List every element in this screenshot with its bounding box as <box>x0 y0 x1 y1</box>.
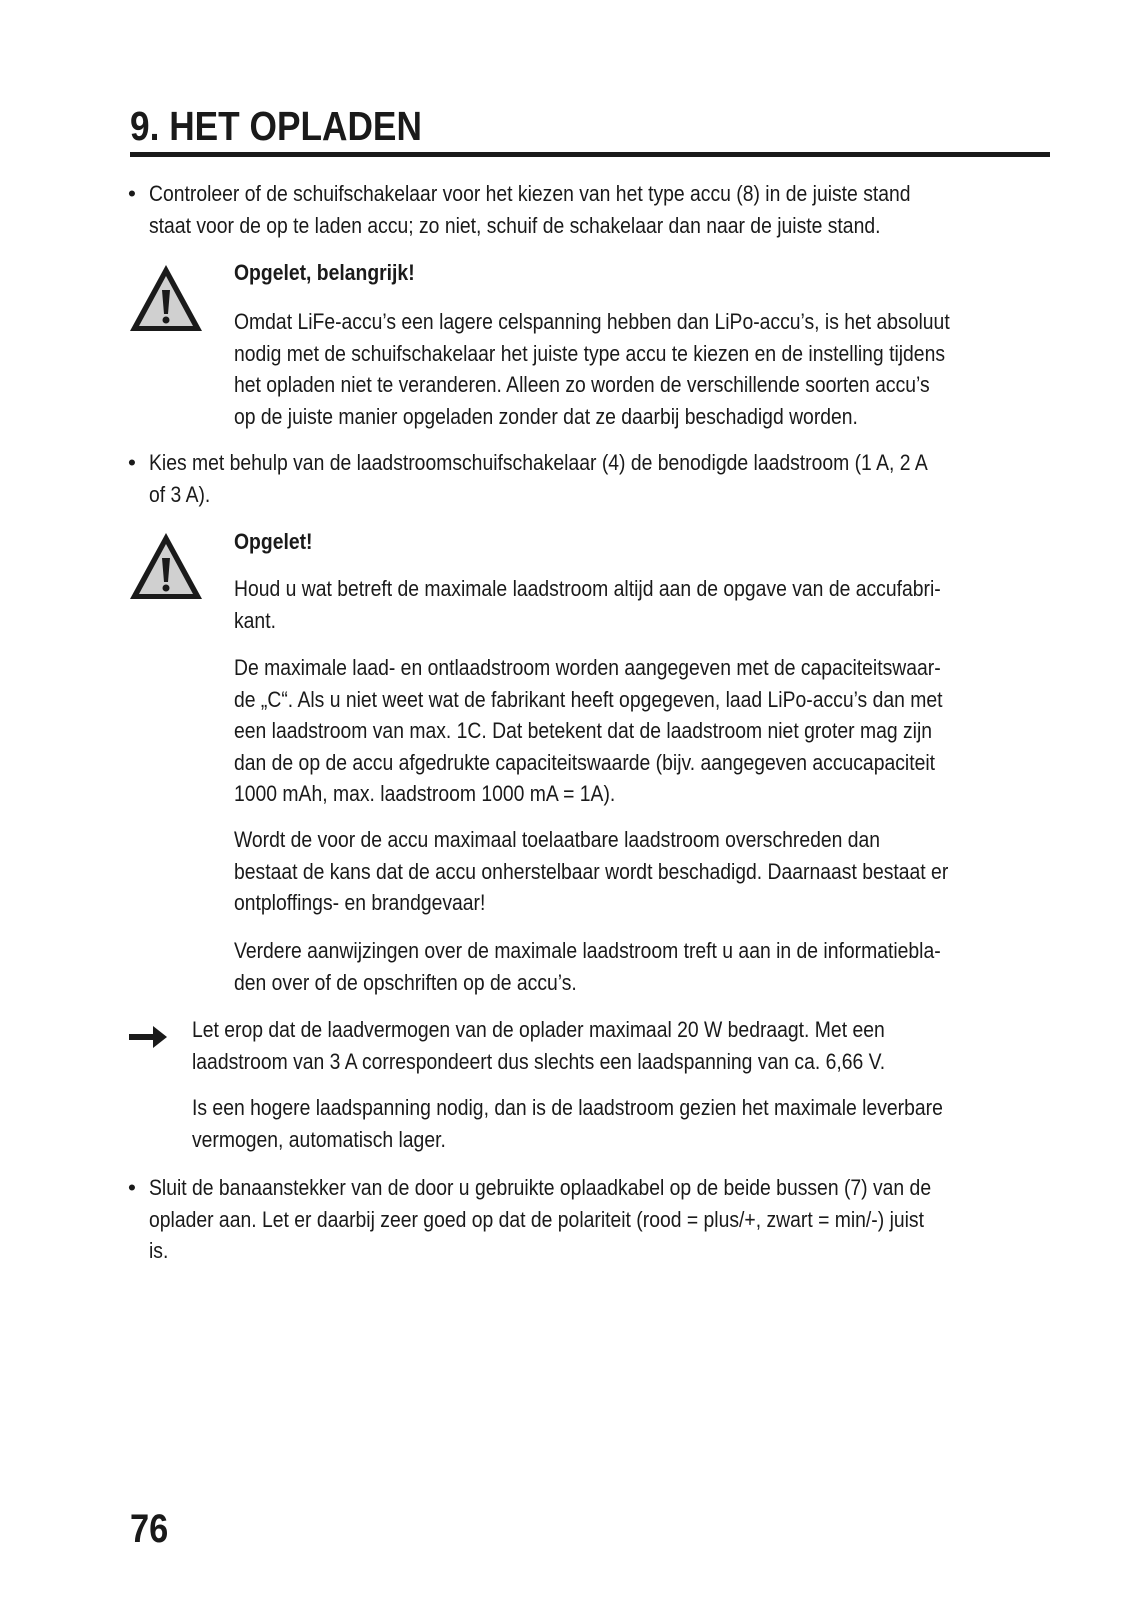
text-line: ontploffings- en brandgevaar! <box>234 890 486 915</box>
arrow-right-icon <box>127 1022 169 1052</box>
text-line: De maximale laad- en ontlaadstroom worden aangegeven met de capaciteitswaar- <box>234 655 941 680</box>
text-line: of 3 A). <box>149 481 211 507</box>
note-body <box>234 306 1066 432</box>
note-paragraph <box>234 652 1058 810</box>
text-line: Sluit de banaanstekker van de door u gebruikte oplaadkabel op de beide bussen (7) van de <box>149 1175 932 1200</box>
text-line: Houd u wat betreft de maximale laadstroom altijd aan de opgave van de accufabri- <box>234 576 941 601</box>
bullet-marker: • <box>128 450 136 475</box>
text-line: laadstroom van 3 A correspondeert dus slechts een laadspanning van ca. 6,66 V. <box>192 1048 886 1074</box>
note-heading: Opgelet, belangrijk! <box>234 260 415 285</box>
text-line: Controleer of de schuifschakelaar voor het kiezen van het type accu (8) in de juiste stand <box>149 181 911 206</box>
tip-paragraph <box>192 1092 1065 1155</box>
bullet-marker: • <box>128 181 136 206</box>
text-line: Is een hogere laadspanning nodig, dan is de laadstroom gezien het maximale leverbare <box>192 1095 943 1120</box>
text-line: op de juiste manier opgeladen zonder dat ze daarbij beschadigd worden. <box>234 403 858 429</box>
page-title: 9. HET OPLADEN <box>130 103 422 149</box>
bullet-item-charge-current <box>149 447 1055 510</box>
warning-triangle-icon <box>127 262 205 334</box>
note-heading: Opgelet! <box>234 529 313 554</box>
text-line: Wordt de voor de accu maximaal toelaatbare laadstroom overschreden dan <box>234 827 881 852</box>
text-line: den over of de opschriften op de accu’s. <box>234 969 577 995</box>
text-line: Kies met behulp van de laadstroomschuifschakelaar (4) de benodigde laadstroom (1 A, 2 A <box>149 450 928 475</box>
note-paragraph <box>234 573 1056 636</box>
bullet-marker: • <box>128 1175 136 1200</box>
text-line: vermogen, automatisch lager. <box>192 1126 446 1152</box>
tip-paragraph <box>192 1014 998 1077</box>
text-line: staat voor de op te laden accu; zo niet, schuif de schakelaar dan naar de juiste stand. <box>149 212 881 238</box>
text-line: Omdat LiFe-accu’s een lagere celspanning hebben dan LiPo-accu’s, is het absoluut <box>234 309 950 334</box>
bullet-item-accu-type <box>149 178 1035 241</box>
note-paragraph <box>234 824 1065 919</box>
text-line: de „C“. Als u niet weet wat de fabrikant heeft opgegeven, laad LiPo-accu’s dan met <box>234 686 943 712</box>
page-number: 76 <box>130 1507 169 1551</box>
text-line: kant. <box>234 607 276 633</box>
note-paragraph <box>234 935 1056 998</box>
text-line: 1000 mAh, max. laadstroom 1000 mA = 1A). <box>234 781 616 806</box>
text-line: is. <box>149 1238 169 1263</box>
text-line: nodig met de schuifschakelaar het juiste type accu te kiezen en de instelling tijdens <box>234 340 946 366</box>
text-line: Verdere aanwijzingen over de maximale laadstroom treft u aan in de informatiebla- <box>234 938 941 963</box>
text-line: bestaat de kans dat de accu onherstelbaar wordt beschadigd. Daarnaast bestaat er <box>234 858 949 884</box>
text-line: Let erop dat de laadvermogen van de oplader maximaal 20 W bedraagt. Met een <box>192 1017 885 1042</box>
title-rule <box>130 152 1050 157</box>
text-line: dan de op de accu afgedrukte capaciteitswaarde (bijv. aangegeven accucapaciteit <box>234 749 936 775</box>
warning-triangle-icon <box>127 530 205 602</box>
text-line: het opladen niet te veranderen. Alleen zo worden de verschillende soorten accu’s <box>234 372 930 397</box>
text-line: oplader aan. Let er daarbij zeer goed op dat de polariteit (rood = plus/+, zwart = min/-) juist <box>149 1206 924 1232</box>
bullet-item-banana-plugs <box>149 1172 1058 1267</box>
text-line: een laadstroom van max. 1C. Dat betekent dat de laadstroom niet groter mag zijn <box>234 718 933 743</box>
